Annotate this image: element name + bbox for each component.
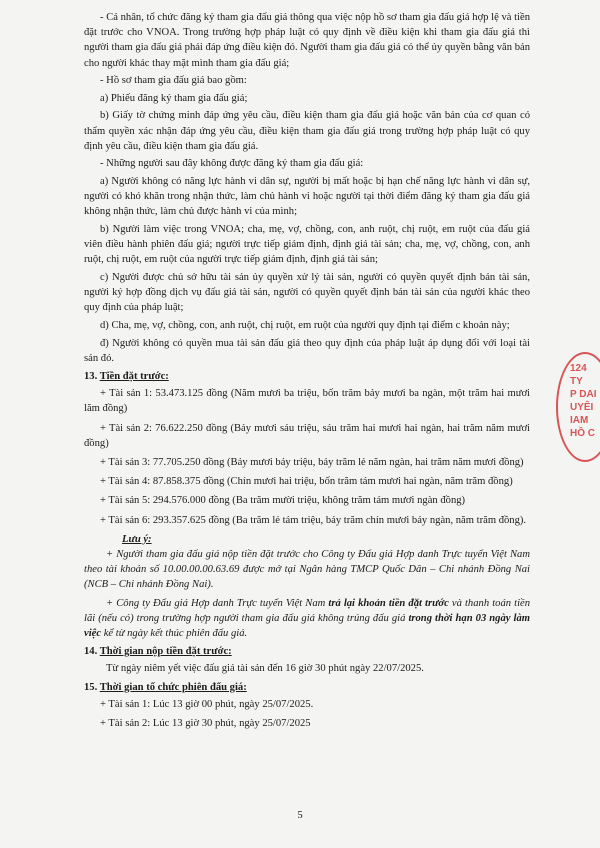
deposit-item-2: + Tài sản 2: 76.622.250 đồng (Bảy mươi sáu triệu, sáu trăm hai mươi hai ngàn, hai trăm năm mươi đồng) bbox=[84, 422, 530, 449]
note-title: Lưu ý: bbox=[122, 533, 152, 545]
section-14-title: Thời gian nộp tiền đặt trước: bbox=[99, 646, 232, 658]
paragraph-dossier-a: a) Phiếu đăng ký tham gia đấu giá; bbox=[100, 92, 248, 104]
paragraph-registration: - Cá nhân, tổ chức đăng ký tham gia đấu giá thông qua việc nộp hồ sơ tham gia đấu giá hợp lệ và tiền đặt trước cho VNOA. Trong trường hợp pháp luật có quy định về điều kiện khi tham gia đấu giá thì người tham gia đấu giá phải đáp ứng điều kiện đó. Người tham gia đấu giá có thể ủy quyền bằng văn bản cho người khác thay mặt mình tham gia đấu giá; bbox=[84, 12, 530, 69]
deposit-item-6: + Tài sản 6: 293.357.625 đồng (Ba trăm lẻ tám triệu, bảy trăm chín mươi bảy ngàn, năm trăm đồng). bbox=[100, 514, 527, 526]
section-14-number: 14. bbox=[84, 646, 98, 658]
section-15-number: 15. bbox=[84, 681, 98, 693]
stamp-line: UYÊI bbox=[570, 402, 594, 413]
note-refund-part-a: + Công ty Đấu giá Hợp danh Trực tuyến Việt Nam bbox=[106, 597, 329, 609]
section-13-title: Tiền đặt trước: bbox=[99, 370, 169, 382]
note-refund-part-b: trả lại khoản tiền đặt trước bbox=[328, 597, 449, 609]
deposit-item-3: + Tài sản 3: 77.705.250 đồng (Bảy mươi bảy triệu, bảy trăm lẻ năm ngàn, hai trăm năm mươi đồng) bbox=[100, 457, 524, 468]
stamp-line: HỒ C bbox=[570, 428, 595, 439]
section-15-title: Thời gian tổ chức phiên đấu giá: bbox=[99, 681, 247, 693]
stamp-line: 124 bbox=[570, 363, 587, 374]
note-refund-part-c: và thanh toán tiền lãi (nếu có) trong trường hợp người tham gia đấu giá không trúng đấu giá bbox=[84, 597, 531, 624]
paragraph-excluded-dd: đ) Người không có quyền mua tài sản đấu giá theo quy định của pháp luật áp dụng đối với loại tài sản đó. bbox=[84, 337, 530, 364]
deposit-item-4: + Tài sản 4: 87.858.375 đồng (Chín mươi hai triệu, bốn trăm tám mươi hai ngàn, năm trăm đồng) bbox=[100, 476, 513, 488]
section-14-heading bbox=[84, 644, 530, 659]
section-15-heading bbox=[84, 680, 530, 695]
stamp-line: IAM bbox=[570, 415, 589, 426]
paragraph-excluded-d: d) Cha, mẹ, vợ, chồng, con, anh ruột, chị ruột, em ruột của người quy định tại điểm c khoản này; bbox=[100, 319, 510, 331]
session-item-2: + Tài sản 2: Lúc 13 giờ 30 phút, ngày 25/07/2025 bbox=[100, 718, 311, 730]
paragraph-dossier-intro: - Hồ sơ tham gia đấu giá bao gồm: bbox=[100, 75, 247, 87]
paragraph-excluded-intro: - Những người sau đây không được đăng ký tham gia đấu giá: bbox=[100, 158, 364, 170]
note-bank-account: + Người tham gia đấu giá nộp tiền đặt trước cho Công ty Đấu giá Hợp danh Trực tuyến Việt Nam theo tài khoản số 10.00.00.00.63.69 được mở tại Ngân hàng TMCP Quốc Dân – Chi nhánh Đồng Nai (NCB – Chi nhánh Đồng Nai). bbox=[84, 549, 530, 591]
note-refund-part-e: kể từ ngày kết thúc phiên đấu giá. bbox=[101, 628, 248, 640]
deposit-deadline: Từ ngày niêm yết việc đấu giá tài sản đến 16 giờ 30 phút ngày 22/07/2025. bbox=[106, 663, 424, 675]
note-refund-part-d: trong thời hạn 03 ngày làm việc bbox=[84, 612, 530, 640]
paragraph-dossier-b: b) Giấy tờ chứng minh đáp ứng yêu cầu, điều kiện tham gia đấu giá hoặc văn bản của cơ quan có thẩm quyền xác nhận đáp ứng yêu cầu, điều kiện tham gia đấu giá trong trường hợp pháp luật có quy định yêu cầu, điều kiện tham gia đấu giá. bbox=[84, 110, 530, 152]
paragraph-excluded-b: b) Người làm việc trong VNOA; cha, mẹ, vợ, chồng, con, anh ruột, chị ruột, em ruột của đấu giá viên điều hành phiên đấu giá; người trực tiếp giám định, định giá tài sản; cha, mẹ, vợ, chồng, con, anh ruột, chị ruột, em ruột của người trực tiếp giám định, định giá tài sản; bbox=[84, 223, 530, 266]
stamp-line: TY bbox=[570, 376, 583, 387]
session-item-1: + Tài sản 1: Lúc 13 giờ 00 phút, ngày 25/07/2025. bbox=[100, 698, 314, 710]
section-13-number: 13. bbox=[84, 370, 98, 382]
stamp-line: P DAI bbox=[570, 389, 597, 400]
deposit-item-1: + Tài sản 1: 53.473.125 đồng (Năm mươi ba triệu, bốn trăm bảy mươi ba ngàn, một trăm hai mươi lăm đồng) bbox=[84, 388, 530, 415]
section-13-heading bbox=[84, 369, 530, 384]
note-refund bbox=[84, 596, 530, 642]
deposit-item-5: + Tài sản 5: 294.576.000 đồng (Ba trăm mười triệu, không trăm tám mươi ngàn đồng) bbox=[100, 495, 466, 507]
page-number: 5 bbox=[297, 810, 303, 821]
paragraph-excluded-a: a) Người không có năng lực hành vi dân sự, người bị mất hoặc bị hạn chế năng lực hành vi dân sự, người có khó khăn trong nhận thức, làm chủ hành vi hoặc người tại thời điểm đăng ký tham gia đấu giá không nhận thức, làm chủ được hành vi của mình; bbox=[84, 175, 530, 218]
paragraph-excluded-c: c) Người được chủ sở hữu tài sản ủy quyền xử lý tài sản, người có quyền quyết định bán tài sản, người ký hợp đồng dịch vụ đấu giá tài sản, người có quyền quyết định bán tài sản của người khác theo quy định của pháp luật; bbox=[84, 271, 530, 314]
